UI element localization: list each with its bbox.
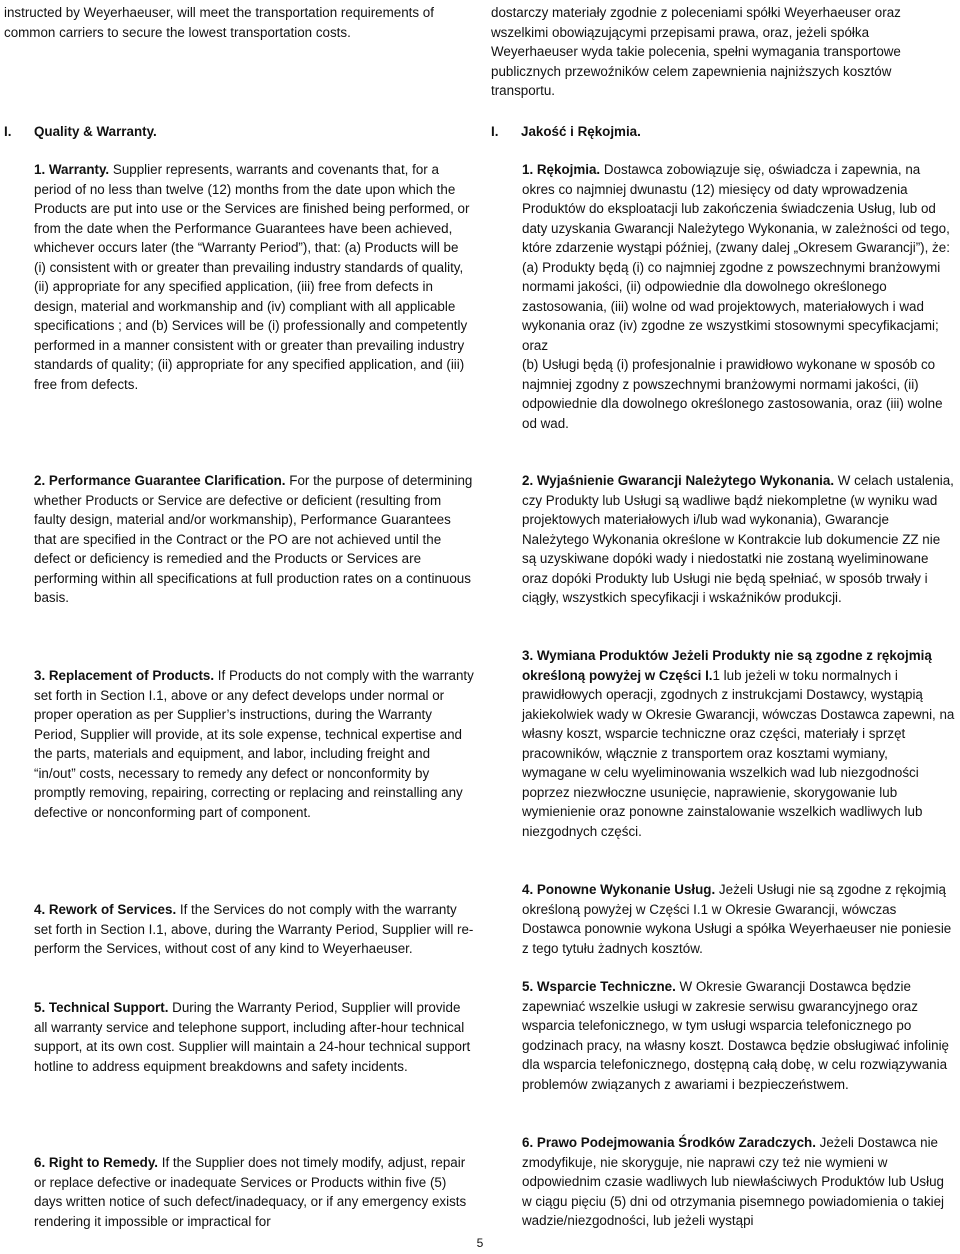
right-clause-text: 1 lub jeżeli w toku normalnych i prawidłowych operacji, zgodnych z instrukcjami Dostawcy, wystąpią jakiekolwiek wady w Okresie Gwarancji, wówczas Dostawca zapewni, na własny koszt, wsparcie techniczne oraz części, materiały i sprzęt pracowników, włącznie z transportem oraz kosztami wymiany, wymagane w celu wyeliminowania wszelkich wad lub niezgodności poprzez niezwłoczne usunięcie, naprawienie, skorygowanie lub wymienienie oraz ponowne zainstalowanie wszelkich wadliwych lub niezgodnych części. bbox=[522, 667, 955, 839]
right-clause-performance-guarantee bbox=[522, 471, 956, 608]
right-clause-replacement bbox=[522, 646, 956, 841]
right-clause-text: Jeżeli Dostawca nie zmodyfikuje, nie skoryguje, nie naprawi czy też nie wymieni w odpowiednim czasie wadliwych lub niewłaściwych Produktów lub Usług w ciągu pięciu (5) dni od otrzymania pisemnego powiadomienia o takiej wadzie/niezgodności, lub jeżeli wystąpi bbox=[522, 1135, 945, 1228]
left-clause-heading: 2. Performance Guarantee Clarification. bbox=[34, 473, 286, 488]
right-clause-text: W celach ustalenia, czy Produkty lub Usługi są wadliwe bądź niekompletne (w wyniku wad projektowych materiałowych i/lub wad wykonania), Gwarancje Należytego Wykonania określone w Kontrakcie lub dokumencie ZZ nie są uzyskiwane dopóki wady i niedostatki nie zostaną wyeliminowane oraz dopóki Produkty lub Usługi nie będą spełniać, w sposób trwały i ciągły, wszystkich specyfikacji i wskaźników produkcji. bbox=[522, 473, 954, 605]
left-clause-heading: 1. Warranty. bbox=[34, 162, 110, 177]
left-clause-heading: 4. Rework of Services. bbox=[34, 902, 177, 917]
right-clause-heading: 5. Wsparcie Techniczne. bbox=[522, 979, 676, 994]
right-clause-heading: 3. Wymiana Produktów Jeżeli Produkty nie są zgodne z rękojmią określoną powyżej w Części I. bbox=[522, 648, 932, 683]
left-clause-heading: 6. Right to Remedy. bbox=[34, 1155, 159, 1170]
left-clause-performance-guarantee bbox=[34, 471, 474, 608]
left-clause-heading: 5. Technical Support. bbox=[34, 1000, 169, 1015]
right-intro-paragraph: dostarczy materiały zgodnie z poleceniami spółki Weyerhaeuser oraz wszelkimi obowiązującymi przepisami prawa, oraz, jeżeli spółka Weyerhaeuser wyda takie polecenia, spełni wymagania transportowe publicznych przewoźników celem zapewnienia najniższych kosztów transportu. bbox=[491, 5, 901, 98]
left-clause-heading: 3. Replacement of Products. bbox=[34, 668, 215, 683]
left-intro-paragraph: instructed by Weyerhaeuser, will meet the transportation requirements of common carriers to secure the lowest transportation costs. bbox=[4, 5, 434, 40]
page-number: 5 bbox=[476, 1236, 484, 1250]
left-clause-text: If the Supplier does not timely modify, adjust, repair or replace defective or inadequate Services or Products within five (5) days written notice of such defect/inadequacy, or if any emergency exists rendering it impossible or impractical for bbox=[34, 1155, 467, 1229]
left-clause-warranty bbox=[34, 160, 474, 394]
right-clause-text: Dostawca zobowiązuje się, oświadcza i zapewnia, na okres co najmniej dwunastu (12) miesięcy od daty wprowadzenia Produktów do eksploatacji lub zakończenia świadczenia Usług, lub od daty uzyskania Gwarancji Należytego Wykonania, w zależności od tego, które zdarzenie wystąpi później, (zwany dalej „Okresem Gwarancji”), że: (a) Produkty będą (i) co najmniej zgodne z powszechnymi branżowymi normami jakości, (ii) odpowiednie dla dowolnego określonego zastosowania, (iii) wolne od wad projektowych, materiałowych i wad wykonania oraz (iv) zgodne ze wszystkimi stosownymi specyfikacjami; oraz (b) Usługi będą (i) profesjonalnie i prawidłowo wykonane w sposób co najmniej zgodny z powszechnymi branżowymi normami jakości, (ii) odpowiednie dla dowolnego określonego zastosowania, oraz (iii) wolne od wad. bbox=[522, 162, 950, 431]
right-clause-rekojmia bbox=[522, 160, 956, 433]
right-clause-heading: 1. Rękojmia. bbox=[522, 162, 601, 177]
left-clause-text: During the Warranty Period, Supplier will provide all warranty service and telephone support, including after-hour technical support, at its own cost. Supplier will maintain a 24-hour technical support hotline to address equipment breakdowns and safety incidents. bbox=[34, 1000, 471, 1074]
left-clause-text: Supplier represents, warrants and covenants that, for a period of no less than twelve (12) months from the date upon which the Products are put into use or the Services are finished being performed, or from the date when the Performance Guarantees have been achieved, whichever occurs later (the “Warranty Period”), that: (a) Products will be (i) consistent with or greater than prevailing industry standards of quality, (ii) appropriate for any specified application, (iii) free from defects in design, material and workmanship and (iv) compliant with all applicable specifications ; and (b) Services will be (i) professionally and competently performed in a manner consistent with or greater than prevailing industry standards of quality; (ii) appropriate for any specified application, and (iii) free from defects. bbox=[34, 162, 470, 392]
left-clause-text: For the purpose of determining whether Products or Service are defective or deficient (resulting from faulty design, material and/or workmanship), Performance Guarantees that are specified in the Contract or the PO are not achieved until the defect or deficiency is remedied and the Products or Services are performing within all specifications at full production rates on a continuous basis. bbox=[34, 473, 473, 605]
right-clause-heading: 2. Wyjaśnienie Gwarancji Należytego Wykonania. bbox=[522, 473, 835, 488]
right-clause-right-to-remedy bbox=[522, 1133, 956, 1231]
right-section-number: I. bbox=[491, 124, 499, 139]
right-clause-heading: 6. Prawo Podejmowania Środków Zaradczych. bbox=[522, 1135, 816, 1150]
right-section-heading bbox=[491, 122, 641, 142]
left-section-number: I. bbox=[4, 124, 12, 139]
right-clause-text: Jeżeli Usługi nie są zgodne z rękojmią określoną powyżej w Części I.1 w Okresie Gwarancji, wówczas Dostawca ponownie wykona Usługi a spółka Weyerhaeuser nie poniesie z tego tytułu żadnych kosztów. bbox=[522, 882, 952, 956]
left-clause-replacement bbox=[34, 666, 474, 822]
left-clause-technical-support bbox=[34, 998, 474, 1076]
left-clause-right-to-remedy bbox=[34, 1153, 474, 1231]
left-clause-text: If the Services do not comply with the warranty set forth in Section I.1, above, during the Warranty Period, Supplier will re-perform the Services, without cost of any kind to Weyerhaeuser. bbox=[34, 902, 474, 956]
right-clause-technical-support bbox=[522, 977, 956, 1094]
right-clause-text: W Okresie Gwarancji Dostawca będzie zapewniać wszelkie usługi w zakresie serwisu gwarancyjnego oraz wsparcia telefonicznego, w tym usługi wsparcia telefonicznego po godzinach pracy, na własny koszt. Dostawca będzie obsługiwać infolinię dla wsparcia telefonicznego, dostępną całą dobę, w celu rozwiązywania problemów związanych z awariami i bezpieczeństwem. bbox=[522, 979, 949, 1092]
left-clause-text: If Products do not comply with the warranty set forth in Section I.1, above or any defect develops under normal or proper operation as per Supplier’s instructions, during the Warranty Period, Supplier will provide, at its sole expense, technical expertise and the parts, materials and equipment, and labor, including freight and “in/out” costs, necessary to remedy any defect or nonconformity by promptly removing, repairing, correcting or replacing and reinstalling any defective or nonconforming part of component. bbox=[34, 668, 474, 820]
left-section-title: Quality & Warranty. bbox=[34, 124, 157, 139]
right-clause-heading: 4. Ponowne Wykonanie Usług. bbox=[522, 882, 716, 897]
right-clause-rework bbox=[522, 880, 956, 958]
left-section-heading bbox=[4, 122, 157, 142]
left-clause-rework bbox=[34, 900, 474, 959]
right-section-title: Jakość i Rękojmia. bbox=[521, 124, 641, 139]
